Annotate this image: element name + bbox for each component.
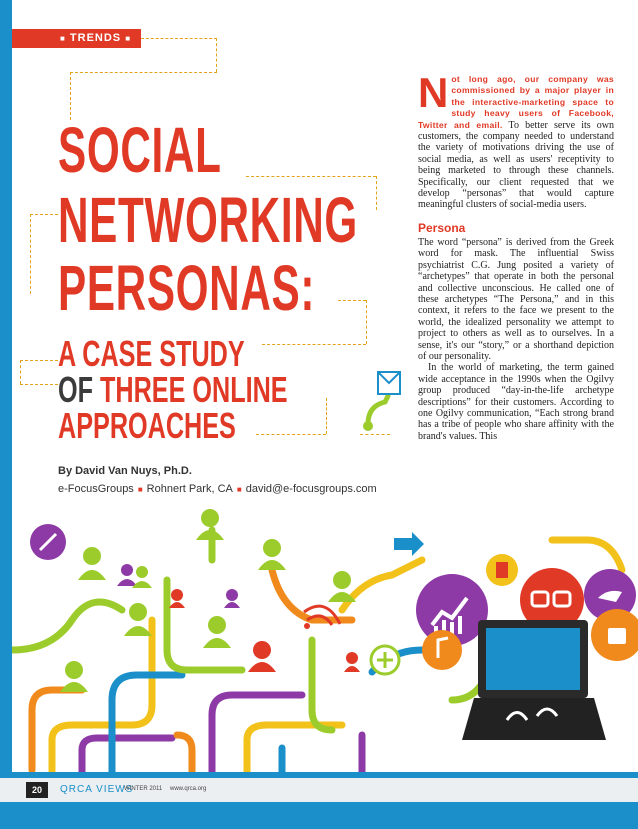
author-location: Rohnert Park, CA — [146, 483, 233, 495]
page-edge-band — [0, 0, 12, 829]
title-line-1: SOCIAL — [58, 114, 222, 186]
dashed-connector — [262, 344, 366, 345]
dashed-connector — [70, 72, 217, 73]
bullet-icon: ■ — [60, 34, 66, 43]
article-column — [418, 69, 614, 442]
subtitle-line-3: APPROACHES — [58, 405, 236, 446]
bullet-icon: ■ — [125, 34, 132, 43]
dashed-connector — [376, 176, 377, 210]
page-number: 20 — [26, 782, 48, 798]
magazine-url: www.qrca.org — [170, 786, 207, 792]
article-paragraph-3: In the world of marketing, the term gained wide acceptance in the 1990s when the Ogilvy group produced “day-in-the-life archetype descriptions” for their customers. According to one Ogilvy communication, “Each strong brand has a tribe of people who share affinity with the brand's values. This — [418, 362, 614, 442]
article-lead: ot long ago, our company was commissioned by a major player in the interactive-marketing space to study heavy users of Facebook, Twitter and email. — [418, 74, 614, 130]
author-email: david@e-focusgroups.com — [245, 483, 377, 495]
author-org: e-FocusGroups — [58, 483, 134, 495]
dashed-connector — [256, 434, 326, 435]
subtitle-line-1: A CASE STUDY — [58, 333, 245, 374]
dashed-connector — [30, 214, 31, 294]
title-line-2: NETWORKING — [58, 184, 358, 256]
social-network-illustration — [12, 500, 638, 772]
author-contact — [58, 483, 377, 495]
dashed-connector — [326, 398, 327, 434]
article-paragraph-1-rest: To better serve its own customers, the company needed to understand the variety of motivations driving the use of social media, as well as users' receptivity to being marketed to through these channels. Specifically, our client requested that we develop “personas” that would capture meaningful clusters of social-media users. — [418, 119, 614, 211]
article-paragraph-2: The word “persona” is derived from the Greek word for mask. The influential Swiss psychiatrist C.G. Jung posited a variety of “archetypes” that operate in both the personal and collective unconscious. He called one of these archetypes “The Persona,” and in this context, it refers to the face we present to the world, the idealized personality we attempt to project to others as well as to ourselves. In a sense, it's our “story,” or a shorthand depiction of our personality. — [418, 236, 614, 362]
dashed-connector — [246, 176, 376, 177]
dashed-connector — [20, 384, 58, 385]
dashed-connector — [141, 38, 217, 39]
dashed-connector — [216, 38, 217, 72]
bullet-icon: ■ — [137, 485, 143, 494]
subtitle-line-2 — [58, 369, 288, 410]
author-byline: By David Van Nuys, Ph.D. — [58, 465, 192, 477]
dashed-connector — [30, 214, 58, 215]
section-label — [12, 29, 141, 48]
subtitle-of: OF — [58, 369, 93, 410]
bullet-icon: ■ — [236, 485, 242, 494]
section-heading: Persona — [418, 220, 466, 235]
dashed-connector — [366, 300, 367, 344]
article-paragraph-1 — [418, 69, 614, 211]
dashed-connector — [70, 72, 71, 120]
section-label-text: TRENDS — [69, 32, 122, 44]
title-line-3: PERSONAS: — [58, 252, 316, 324]
magazine-name: QRCA VIEWS — [60, 784, 134, 795]
drop-cap: N — [418, 69, 449, 116]
issue-label: WINTER 2011 — [124, 786, 163, 792]
dashed-connector — [20, 360, 21, 384]
subtitle-three-online: THREE ONLINE — [100, 369, 288, 410]
email-vine-icon — [340, 366, 410, 436]
dashed-connector — [20, 360, 58, 361]
dashed-connector — [338, 300, 366, 301]
